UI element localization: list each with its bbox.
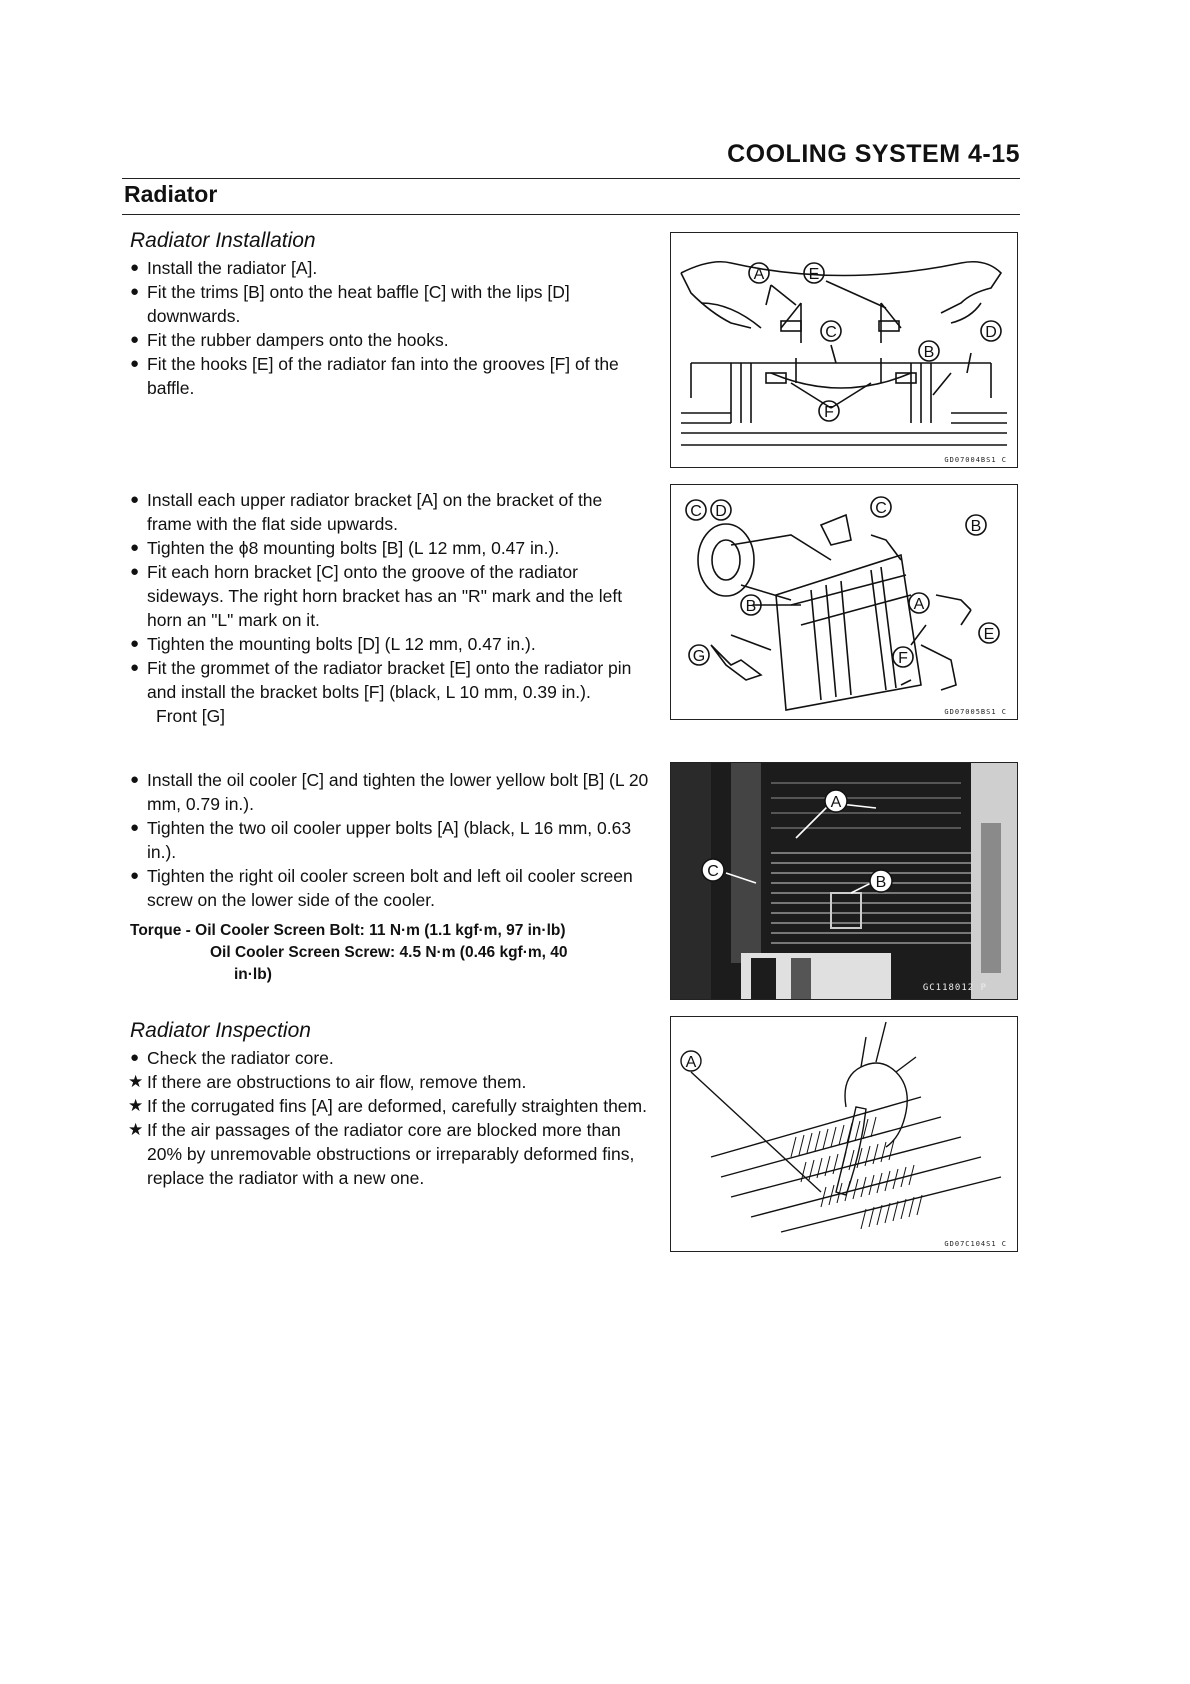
callout-b [870,870,892,892]
svg-text:A: A [913,596,925,613]
figure-brackets [670,484,1018,720]
svg-text:C: C [690,503,702,520]
list-item: ● Fit the grommet of the radiator bracket [E] onto the radiator pin and install the bracket bolts [F] (black, L 10 mm, 0.39 in.). [130,658,632,702]
list-item: ● Install the oil cooler [C] and tighten the lower yellow bolt [B] (L 20 mm, 0.79 in.). [130,770,649,814]
callout-c [821,321,841,341]
svg-text:B: B [970,518,982,535]
bullet-icon: ● [130,563,140,580]
svg-text:A: A [685,1054,697,1071]
callout-c [686,500,706,520]
radiator-core-diagram [671,1017,1017,1251]
list-item: ● Tighten the two oil cooler upper bolts [A] (black, L 16 mm, 0.63 in.). [130,818,632,862]
figure-code: GD07005BS1 C [944,708,1007,716]
callout-a [681,1051,701,1071]
torque-line: in·lb) [234,966,272,983]
star-icon: ★ [128,1096,144,1115]
bullet-icon: ● [130,819,140,836]
figure-code: GD07004BS1 C [944,456,1007,464]
svg-text:A: A [830,794,842,811]
figure-radiator-core [670,1016,1018,1252]
bullet-icon: ● [130,259,140,276]
torque-spec [130,920,650,986]
callout-e [979,623,999,643]
svg-text:C: C [875,500,887,517]
front-note: Front [G] [156,706,226,726]
header-rule [122,178,1020,179]
installation-block-2 [130,488,650,728]
svg-text:F: F [898,650,908,667]
torque-line: Torque - Oil Cooler Screen Bolt: 11 N·m (1.1 kgf·m, 97 in·lb) [130,922,566,939]
svg-text:C: C [707,863,719,880]
svg-text:B: B [923,344,935,361]
callout-d [711,500,731,520]
bullet-icon: ● [130,283,140,300]
inspection-subtitle: Radiator Inspection [130,1019,311,1042]
oil-cooler-photo [671,763,1017,999]
list-item: ● Fit the trims [B] onto the heat baffle [C] with the lips [D] downwards. [130,282,570,326]
list-item: ● Fit the rubber dampers onto the hooks. [130,330,449,350]
list-item: ★ If the corrugated fins [A] are deformed, carefully straighten them. [128,1096,647,1116]
callout-b [919,341,939,361]
star-icon: ★ [128,1072,144,1091]
list-item: ● Check the radiator core. [130,1048,334,1068]
callout-f [819,401,839,421]
callout-b [966,515,986,535]
page-header-title: COOLING SYSTEM 4-15 [727,140,1020,168]
figure-oil-cooler-photo [670,762,1018,1000]
svg-text:G: G [692,648,706,665]
list-item: ● Tighten the ϕ8 mounting bolts [B] (L 12 mm, 0.47 in.). [130,538,560,558]
heat-baffle-diagram [671,233,1017,467]
svg-text:D: D [985,324,997,341]
bullet-icon: ● [130,1049,140,1066]
callout-a [825,790,847,812]
bullet-icon: ● [130,659,140,676]
bullet-icon: ● [130,539,140,556]
callout-g [689,645,709,665]
figure-code: GD07C104S1 C [944,1240,1007,1248]
bullet-icon: ● [130,331,140,348]
list-item: ● Fit the hooks [E] of the radiator fan into the grooves [F] of the baffle. [130,354,619,398]
list-item: ★ If there are obstructions to air flow, remove them. [128,1072,527,1092]
callout-c [702,859,724,881]
bullet-icon: ● [130,491,140,508]
list-item: ★ If the air passages of the radiator core are blocked more than 20% by unremovable obstructions or irreparably deformed fins, replace the radiator with a new one. [128,1120,635,1188]
list-item: ● Install each upper radiator bracket [A] on the bracket of the frame with the flat side upwards. [130,490,603,534]
svg-text:D: D [715,503,727,520]
installation-block-1 [130,228,650,400]
list-item: ● Tighten the right oil cooler screen bolt and left oil cooler screen screw on the lower side of the cooler. [130,866,633,910]
bullet-icon: ● [130,635,140,652]
bullet-icon: ● [130,771,140,788]
inspection-block [130,1018,650,1190]
svg-text:B: B [875,874,887,891]
svg-text:F: F [824,404,834,421]
callout-a [909,593,929,613]
radiator-brackets-diagram [671,485,1017,719]
callout-d [981,321,1001,341]
svg-text:E: E [808,266,820,283]
svg-text:A: A [753,266,765,283]
svg-text:C: C [825,324,837,341]
figure-code: GC118012 P [922,983,987,993]
list-item: ● Fit each horn bracket [C] onto the groove of the radiator sideways. The right horn bracket has an "R" mark and the left horn an "L" mark on it. [130,562,623,630]
callout-c [871,497,891,517]
torque-line: Oil Cooler Screen Screw: 4.5 N·m (0.46 kgf·m, 40 [210,944,568,961]
installation-block-3 [130,768,650,986]
section-rule [122,214,1020,215]
figure-heat-baffle [670,232,1018,468]
star-icon: ★ [128,1120,144,1139]
installation-subtitle: Radiator Installation [130,229,316,252]
svg-text:E: E [983,626,995,643]
svg-text:B: B [745,598,757,615]
list-item: ● Install the radiator [A]. [130,258,318,278]
callout-f [893,647,913,667]
callout-e [804,263,824,283]
section-title: Radiator [124,181,218,207]
bullet-icon: ● [130,867,140,884]
bullet-icon: ● [130,355,140,372]
callout-a [749,263,769,283]
list-item: ● Tighten the mounting bolts [D] (L 12 mm, 0.47 in.). [130,634,536,654]
